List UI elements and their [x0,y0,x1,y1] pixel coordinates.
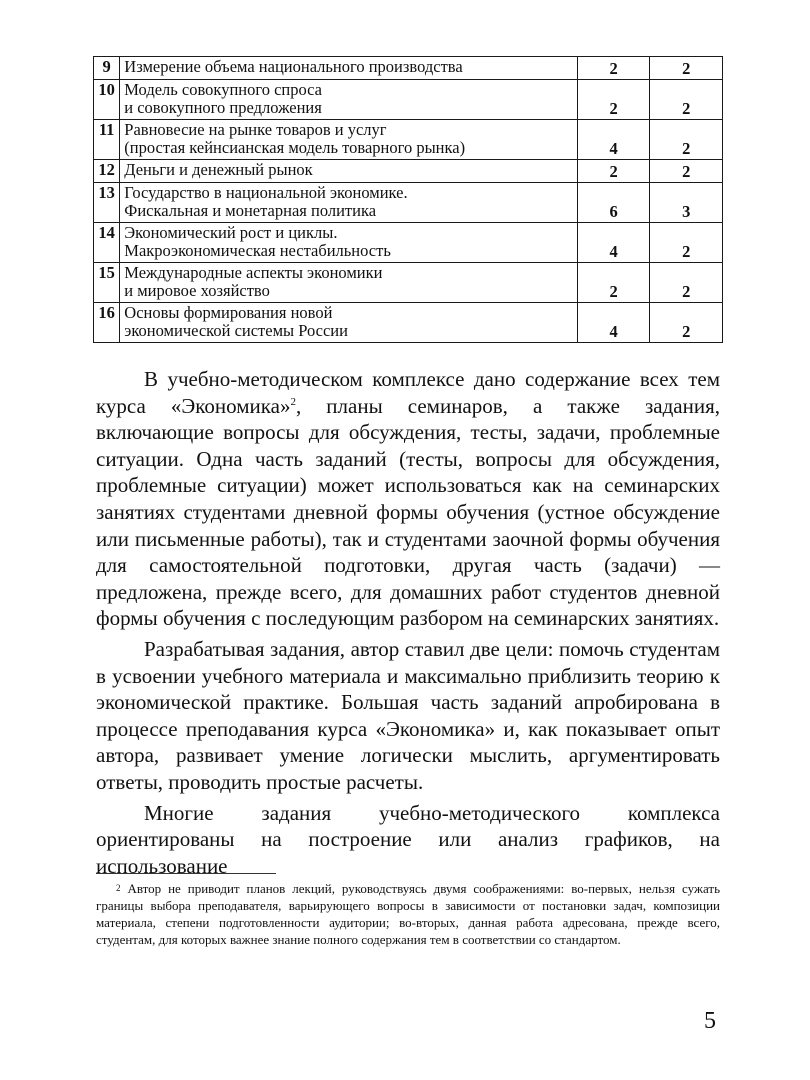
hours-col-2: 2 [650,120,723,160]
hours-col-1: 2 [577,263,650,303]
hours-col-1: 4 [577,120,650,160]
topic-title: Равновесие на рынке товаров и услуг (простая кейнсианская модель товарного рынка) [120,120,578,160]
hours-col-1: 4 [577,223,650,263]
footnote [96,880,720,948]
topic-number: 11 [94,120,120,160]
page-number: 5 [704,1008,716,1034]
table-row [94,57,723,80]
footnote-mark: 2 [116,883,121,893]
footnote-divider [96,873,276,874]
hours-col-1: 6 [577,183,650,223]
topic-title: Основы формирования новой экономической системы России [120,303,578,343]
hours-col-2: 2 [650,160,723,183]
table-row [94,183,723,223]
topic-number: 12 [94,160,120,183]
table-row [94,263,723,303]
topic-title: Государство в национальной экономике. Фискальная и монетарная политика [120,183,578,223]
paragraph-3: Многие задания учебно-методического комплекса ориентированы на построение или анализ графиков, на использование [96,800,720,878]
paragraph-1: В учебно-методическом комплексе дано содержание всех тем курса «Экономика»$^2$, планы семинаров, а также задания, включающие вопросы для обсуждения, тесты, задачи, проблемные ситуации. Одна часть заданий (тесты, вопросы для обсуждения, проблемные ситуации) может использоваться как на семинарских занятиях студентами дневной формы обучения (устное обсуждение или письменные работы), так и студентами заочной формы обучения для самостоятельной подготовки, другая часть (задачи) — предложена, прежде всего, для домашних работ студентов дневной формы обучения с последующим разбором на семинарских занятиях. [96,367,721,631]
topic-title: Измерение объема национального производства [120,57,578,80]
topic-number: 13 [94,183,120,223]
table-row [94,120,723,160]
hours-col-1: 2 [577,80,650,120]
topic-title: Международные аспекты экономики и мировое хозяйство [120,263,578,303]
hours-col-1: 2 [577,160,650,183]
hours-col-2: 3 [650,183,723,223]
hours-col-1: 2 [577,57,650,80]
topic-number: 10 [94,80,120,120]
hours-col-2: 2 [650,263,723,303]
table-row [94,303,723,343]
topic-title: Деньги и денежный рынок [120,160,578,183]
topic-title: Экономический рост и циклы. Макроэкономическая нестабильность [120,223,578,263]
topic-number: 9 [94,57,120,80]
main-text [96,366,720,883]
hours-col-2: 2 [650,303,723,343]
table-row [94,80,723,120]
hours-col-2: 2 [650,80,723,120]
topic-number: 15 [94,263,120,303]
hours-col-2: 2 [650,57,723,80]
paragraph-2: Разрабатывая задания, автор ставил две цели: помочь студентам в усвоении учебного материала и максимально приблизить теорию к экономической практике. Большая часть заданий апробирована в процессе преподавания курса «Экономика» и, как показывает опыт автора, развивает умение логически мыслить, аргументировать ответы, проводить простые расчеты. [96,636,720,794]
table-row [94,223,723,263]
topic-number: 14 [94,223,120,263]
footnote-reference: 2 [290,395,296,408]
hours-col-2: 2 [650,223,723,263]
topics-table [93,56,723,343]
footnote-text: Автор не приводит планов лекций, руководствуясь двумя соображениями: во-первых, нельзя сужать границы выбора преподавателя, варьирующего вопросы в зависимости от постановки задач, композиции материала, степени подготовленности аудитории; во-вторых, данная работа адресована, прежде всего, студентам, для которых важнее знание полного содержания тем в соответствии со стандартом. [96,881,721,947]
topic-number: 16 [94,303,120,343]
hours-col-1: 4 [577,303,650,343]
table-row [94,160,723,183]
topic-title: Модель совокупного спроса и совокупного предложения [120,80,578,120]
